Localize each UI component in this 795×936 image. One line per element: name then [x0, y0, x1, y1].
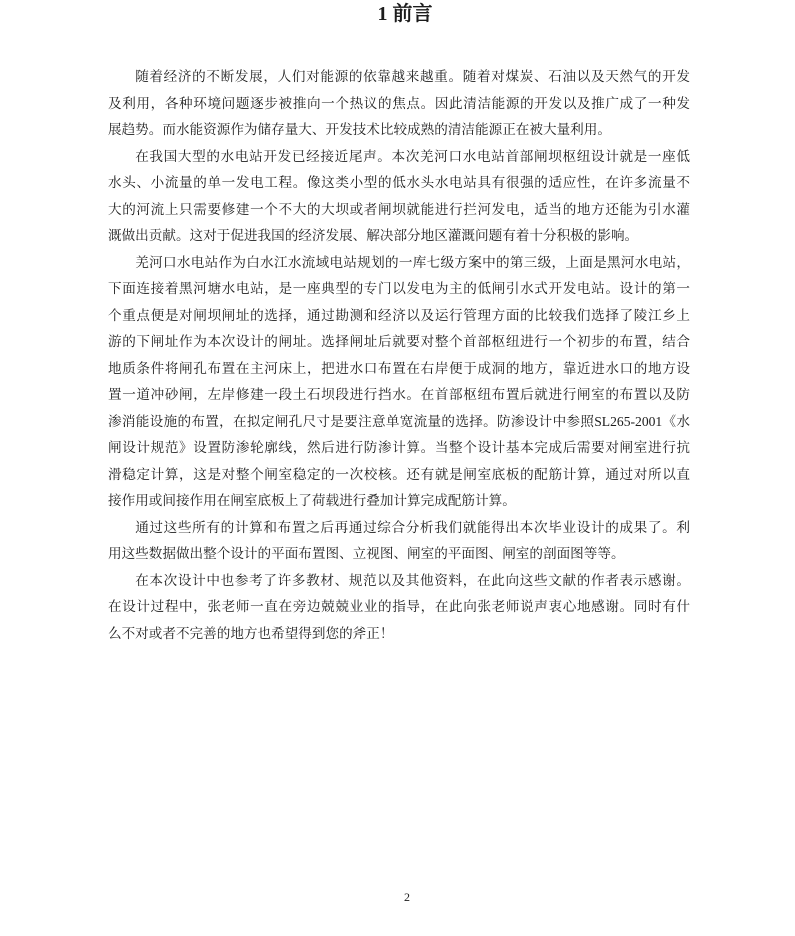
text-line: 游的下闸址作为本次设计的闸址。选择闸址后就要对整个首部枢纽进行一个初步的布置，结合 [108, 334, 690, 349]
text-line: 通过这些所有的计算和布置之后再通过综合分析我们就能得出本次毕业设计的成果了。利 [135, 519, 690, 535]
text-line: 展趋势。而水能资源作为储存量大、开发技术比较成熟的清洁能源正在被大量利用。 [108, 122, 611, 137]
text-line: 接作用或间接作用在闸室底板上了荷载进行叠加计算完成配筋计算。 [108, 493, 516, 508]
text-line: 水头、小流量的单一发电工程。像这类小型的低水头水电站具有很强的适应性，在许多流量不 [108, 175, 690, 190]
paragraph [108, 250, 690, 515]
text-line: 及利用，各种环境问题逐步被推向一个热议的焦点。因此清洁能源的开发以及推广成了一种发 [108, 95, 690, 111]
text-line: 渗消能设施的布置，在拟定闸孔尺寸是要注意单宽流量的选择。防渗设计中参照SL265-2001《水 [108, 413, 690, 429]
text-line: 闸设计规范》设置防渗轮廓线，然后进行防渗计算。当整个设计基本完成后需要对闸室进行抗 [108, 440, 690, 455]
text-line: 大的河流上只需要修建一个不大的大坝或者闸坝就能进行拦河发电，适当的地方还能为引水灌 [108, 201, 690, 217]
page-number: 2 [404, 890, 410, 904]
text-line: 溉做出贡献。这对于促进我国的经济发展、解决部分地区灌溉问题有着十分积极的影响。 [108, 228, 639, 243]
text-line: 在本次设计中也参考了许多教材、规范以及其他资料，在此向这些文献的作者表示感谢。 [135, 572, 690, 588]
text-line: 么不对或者不完善的地方也希望得到您的斧正！ [108, 625, 394, 641]
text-line: 个重点便是对闸坝闸址的选择，通过勘测和经济以及运行管理方面的比较我们选择了陵江乡上 [108, 307, 690, 323]
page-title: 1 前言 [377, 3, 433, 25]
paragraph [108, 515, 690, 568]
text-line: 在设计过程中，张老师一直在旁边兢兢业业的指导，在此向张老师说声衷心地感谢。同时有什 [108, 599, 690, 614]
document-body [108, 64, 690, 647]
text-line: 在我国大型的水电站开发已经接近尾声。本次羌河口水电站首部闸坝枢纽设计就是一座低 [135, 148, 690, 164]
text-line: 地质条件将闸孔布置在主河床上，把进水口布置在右岸便于成洞的地方，靠近进水口的地方设 [108, 360, 690, 376]
text-line: 下面连接着黑河塘水电站，是一座典型的专门以发电为主的低闸引水式开发电站。设计的第一 [108, 281, 690, 296]
paragraph [108, 568, 690, 648]
paragraph [108, 144, 690, 250]
text-line: 用这些数据做出整个设计的平面布置图、立视图、闸室的平面图、闸室的剖面图等等。 [108, 546, 625, 561]
text-line: 随着经济的不断发展，人们对能源的依靠越来越重。随着对煤炭、石油以及天然气的开发 [135, 69, 690, 84]
text-line: 羌河口水电站作为白水江水流域电站规划的一库七级方案中的第三级，上面是黑河水电站， [135, 254, 690, 270]
paragraph [108, 64, 690, 144]
text-line: 滑稳定计算，这是对整个闸室稳定的一次校核。还有就是闸室底板的配筋计算，通过对所以直 [108, 466, 690, 482]
text-line: 置一道冲砂闸，左岸修建一段土石坝段进行挡水。在首部枢纽布置后就进行闸室的布置以及防 [108, 387, 690, 402]
